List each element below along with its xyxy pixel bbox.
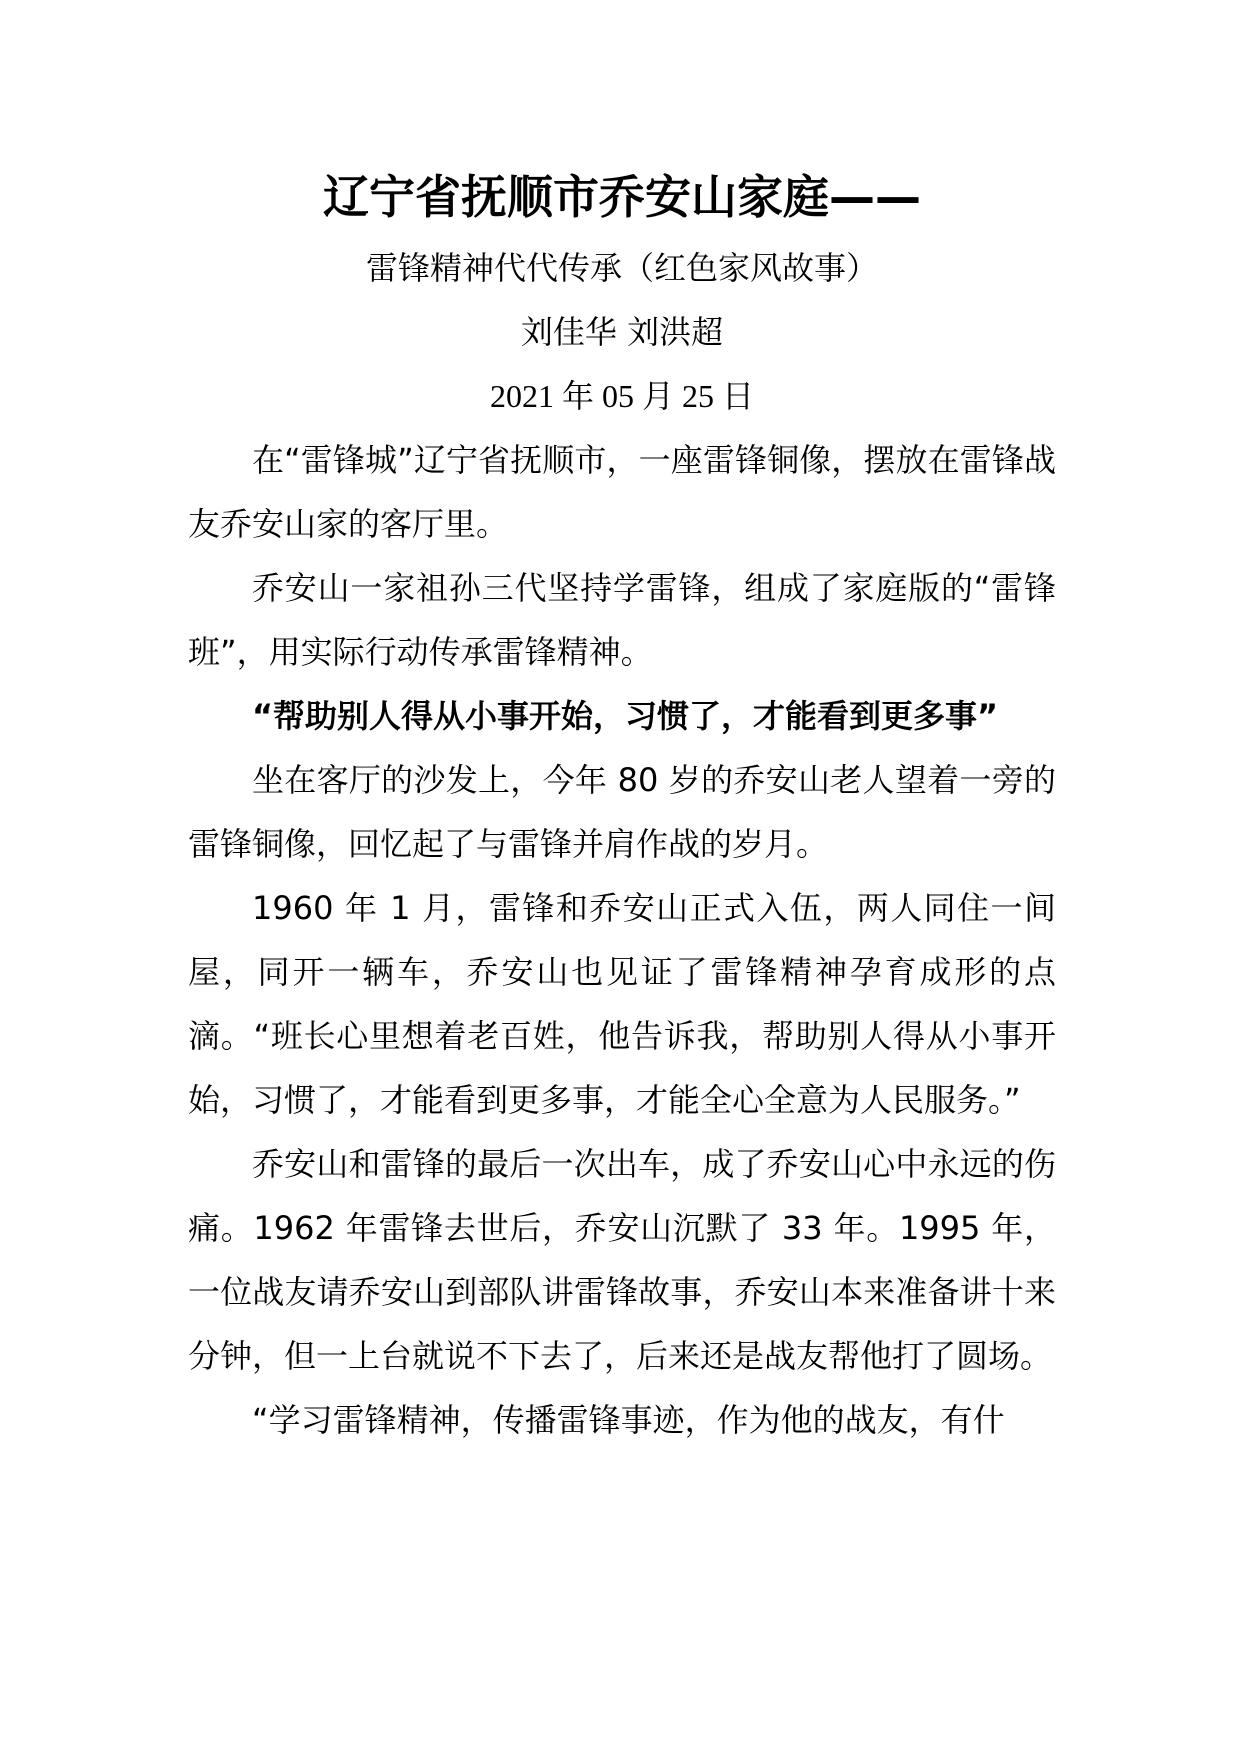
paragraph: 在“雷锋城”辽宁省抚顺市，一座雷锋铜像，摆放在雷锋战友乔安山家的客厅里。: [188, 441, 1056, 543]
document-subtitle: 雷锋精神代代传承（红色家风故事）: [365, 249, 878, 287]
paragraph: 坐在客厅的沙发上，今年 80 岁的乔安山老人望着一旁的雷锋铜像，回忆起了与雷锋并肩作战的岁月。: [188, 761, 1056, 863]
section-heading: “帮助别人得从小事开始，习惯了，才能看到更多事”: [252, 697, 999, 735]
document-date: 2021 年 05 月 25 日: [489, 378, 754, 414]
paragraph: 1960 年 1 月，雷锋和乔安山正式入伍，两人同住一间屋，同开一辆车，乔安山也见证了雷锋精神孕育成形的点滴。“班长心里想着老百姓，他告诉我，帮助别人得从小事开始，习惯了，才能看到更多事，才能全心全意为人民服务。”: [188, 889, 1056, 1119]
paragraph: 乔安山和雷锋的最后一次出车，成了乔安山心中永远的伤痛。1962 年雷锋去世后，乔安山沉默了 33 年。1995 年，一位战友请乔安山到部队讲雷锋故事，乔安山本来准备讲十来分钟，但一上台就说不下去了，后来还是战友帮他打了圆场。: [188, 1145, 1056, 1375]
document-page: [188, 158, 1056, 1452]
document-authors: 刘佳华 刘洪超: [520, 313, 724, 351]
document-title: 辽宁省抚顺市乔安山家庭——: [323, 170, 921, 224]
paragraph: 乔安山一家祖孙三代坚持学雷锋，组成了家庭版的“雷锋班”，用实际行动传承雷锋精神。: [188, 569, 1056, 671]
paragraph: “学习雷锋精神，传播雷锋事迹，作为他的战友，有什: [252, 1401, 1005, 1439]
